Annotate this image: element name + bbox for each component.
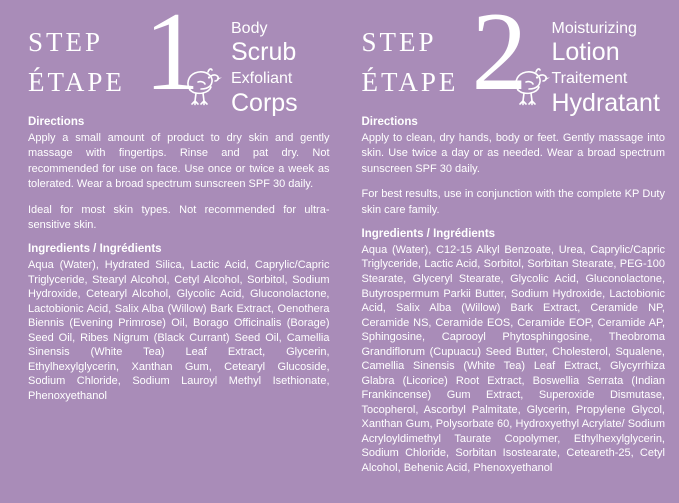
directions-2-body: Apply to clean, dry hands, body or feet. Gently massage into skin. Use twice a day or as needed. Wear a broad spectrum sunscreen SPF 30 daily. (361, 132, 665, 175)
step-1-words (28, 28, 125, 97)
directions-2-title: Directions (361, 116, 418, 128)
product-1-line1: Body (231, 20, 268, 37)
product-2-name (552, 20, 660, 117)
product-1-line2: Scrub (231, 37, 297, 66)
ingredients-2-title: Ingredients / Ingrédients (361, 227, 496, 240)
product-2-line3: Traitement (551, 69, 628, 87)
directions-2-body-2: For best results, use in conjunction with the complete KP Duty skin care family. (361, 188, 665, 216)
step-1-number: 1 (144, 0, 200, 114)
panel-1-header (28, 0, 330, 117)
step-2-number: 2 (471, 0, 528, 114)
ingredients-1-title: Ingredients / Ingrédients (28, 243, 162, 256)
chicken-icon (504, 60, 556, 106)
product-1-line3: Exfoliant (231, 69, 293, 87)
ingredients-2-body: Aqua (Water), C12-15 Alkyl Benzoate, Urea, Caprylic/Capric Triglyceride, Lactic Acid, Sorbitol, Sorbitan Stearate, PEG-100 Stearate, Glyceryl Stearate, Glycolic Acid, Gluconolactone, Butyrospermum Parkii Butter, Sodium Hydroxide, Lactobionic Acid, Salix Alba (Willow) Bark Extract, Ceramide NP, Ceramide NS, Ceramide EOS, Ceramide EOP, Ceramide AP, Sphingosine, Caprooyl Phytosphingosine, Theobroma Grandiflorum (Cupuacu) Seed Butter, Cholesterol, Squalene, Camellia Sinensis (White Tea) Leaf Extract, Glycyrrhiza Glabra (Licorice) Root Extract, Boswellia Serrata (Indian Frankincense) Gum Extract, Superoxide Dismutase, Tocopherol, Ascorbyl Palmitate, Glycerin, Propylene Glycol, Xanthan Gum, Polysorbate 60, Hydroxyethyl Acrylate/ Sodium Acryloyldimethyl Taurate Copolymer, Ethylhexylglycerin, Sodium Chloride, Sorbitan Isostearate, Ceteareth-25, Cetyl Alcohol, Behenic Acid, Phenoxyethanol (361, 243, 665, 474)
step-1-word-en: STEP (28, 27, 104, 57)
product-2-line1: Moisturizing (551, 20, 637, 37)
step-1-word-fr: ÉTAPE (28, 67, 125, 98)
chicken-icon (176, 60, 228, 106)
directions-1-body: Apply a small amount of product to dry skin and gently massage with fingertips. Rinse and pat dry. Not recommended for use on face. Use once or twice a week as tolerated. Wear a broad spectrum sunscreen SPF 30 daily. (28, 132, 330, 191)
product-1-line4: Corps (231, 88, 298, 117)
step-2-word-fr: ÉTAPE (361, 67, 459, 98)
product-2-line4: Hydratant (551, 88, 660, 117)
panel-step-2 (340, 0, 679, 503)
ingredients-1-body: Aqua (Water), Hydrated Silica, Lactic Acid, Caprylic/Capric Triglyceride, Stearyl Alcohol, Cetyl Alcohol, Sorbitol, Sodium Hydroxide, Cetearyl Alcohol, Glycolic Acid, Gluconolactone, Lactobionic Acid, Salix Alba (Willow) Bark Extract, Oenothera Biennis (Evening Primrose) Oil, Borago Officinalis (Borage) Seed Oil, Ribes Nigrum (Black Currant) Seed Oil, Camellia Sinensis (White Tea) Leaf Extract, Glycerin, Ethylhexylglycerin, Xanthan Gum, Cetearyl Glucoside, Sodium Chloride, Sodium Lauroyl Methyl Isethionate, Phenoxyethanol (28, 259, 330, 402)
product-2-line2: Lotion (551, 37, 620, 66)
product-1-name (231, 20, 298, 117)
step-2-word-en: STEP (361, 27, 437, 57)
step-2-words (362, 28, 459, 97)
directions-1-title: Directions (28, 116, 85, 128)
directions-1-body-2: Ideal for most skin types. Not recommended for ultra-sensitive skin. (28, 203, 330, 231)
panel-2-header (361, 0, 666, 117)
